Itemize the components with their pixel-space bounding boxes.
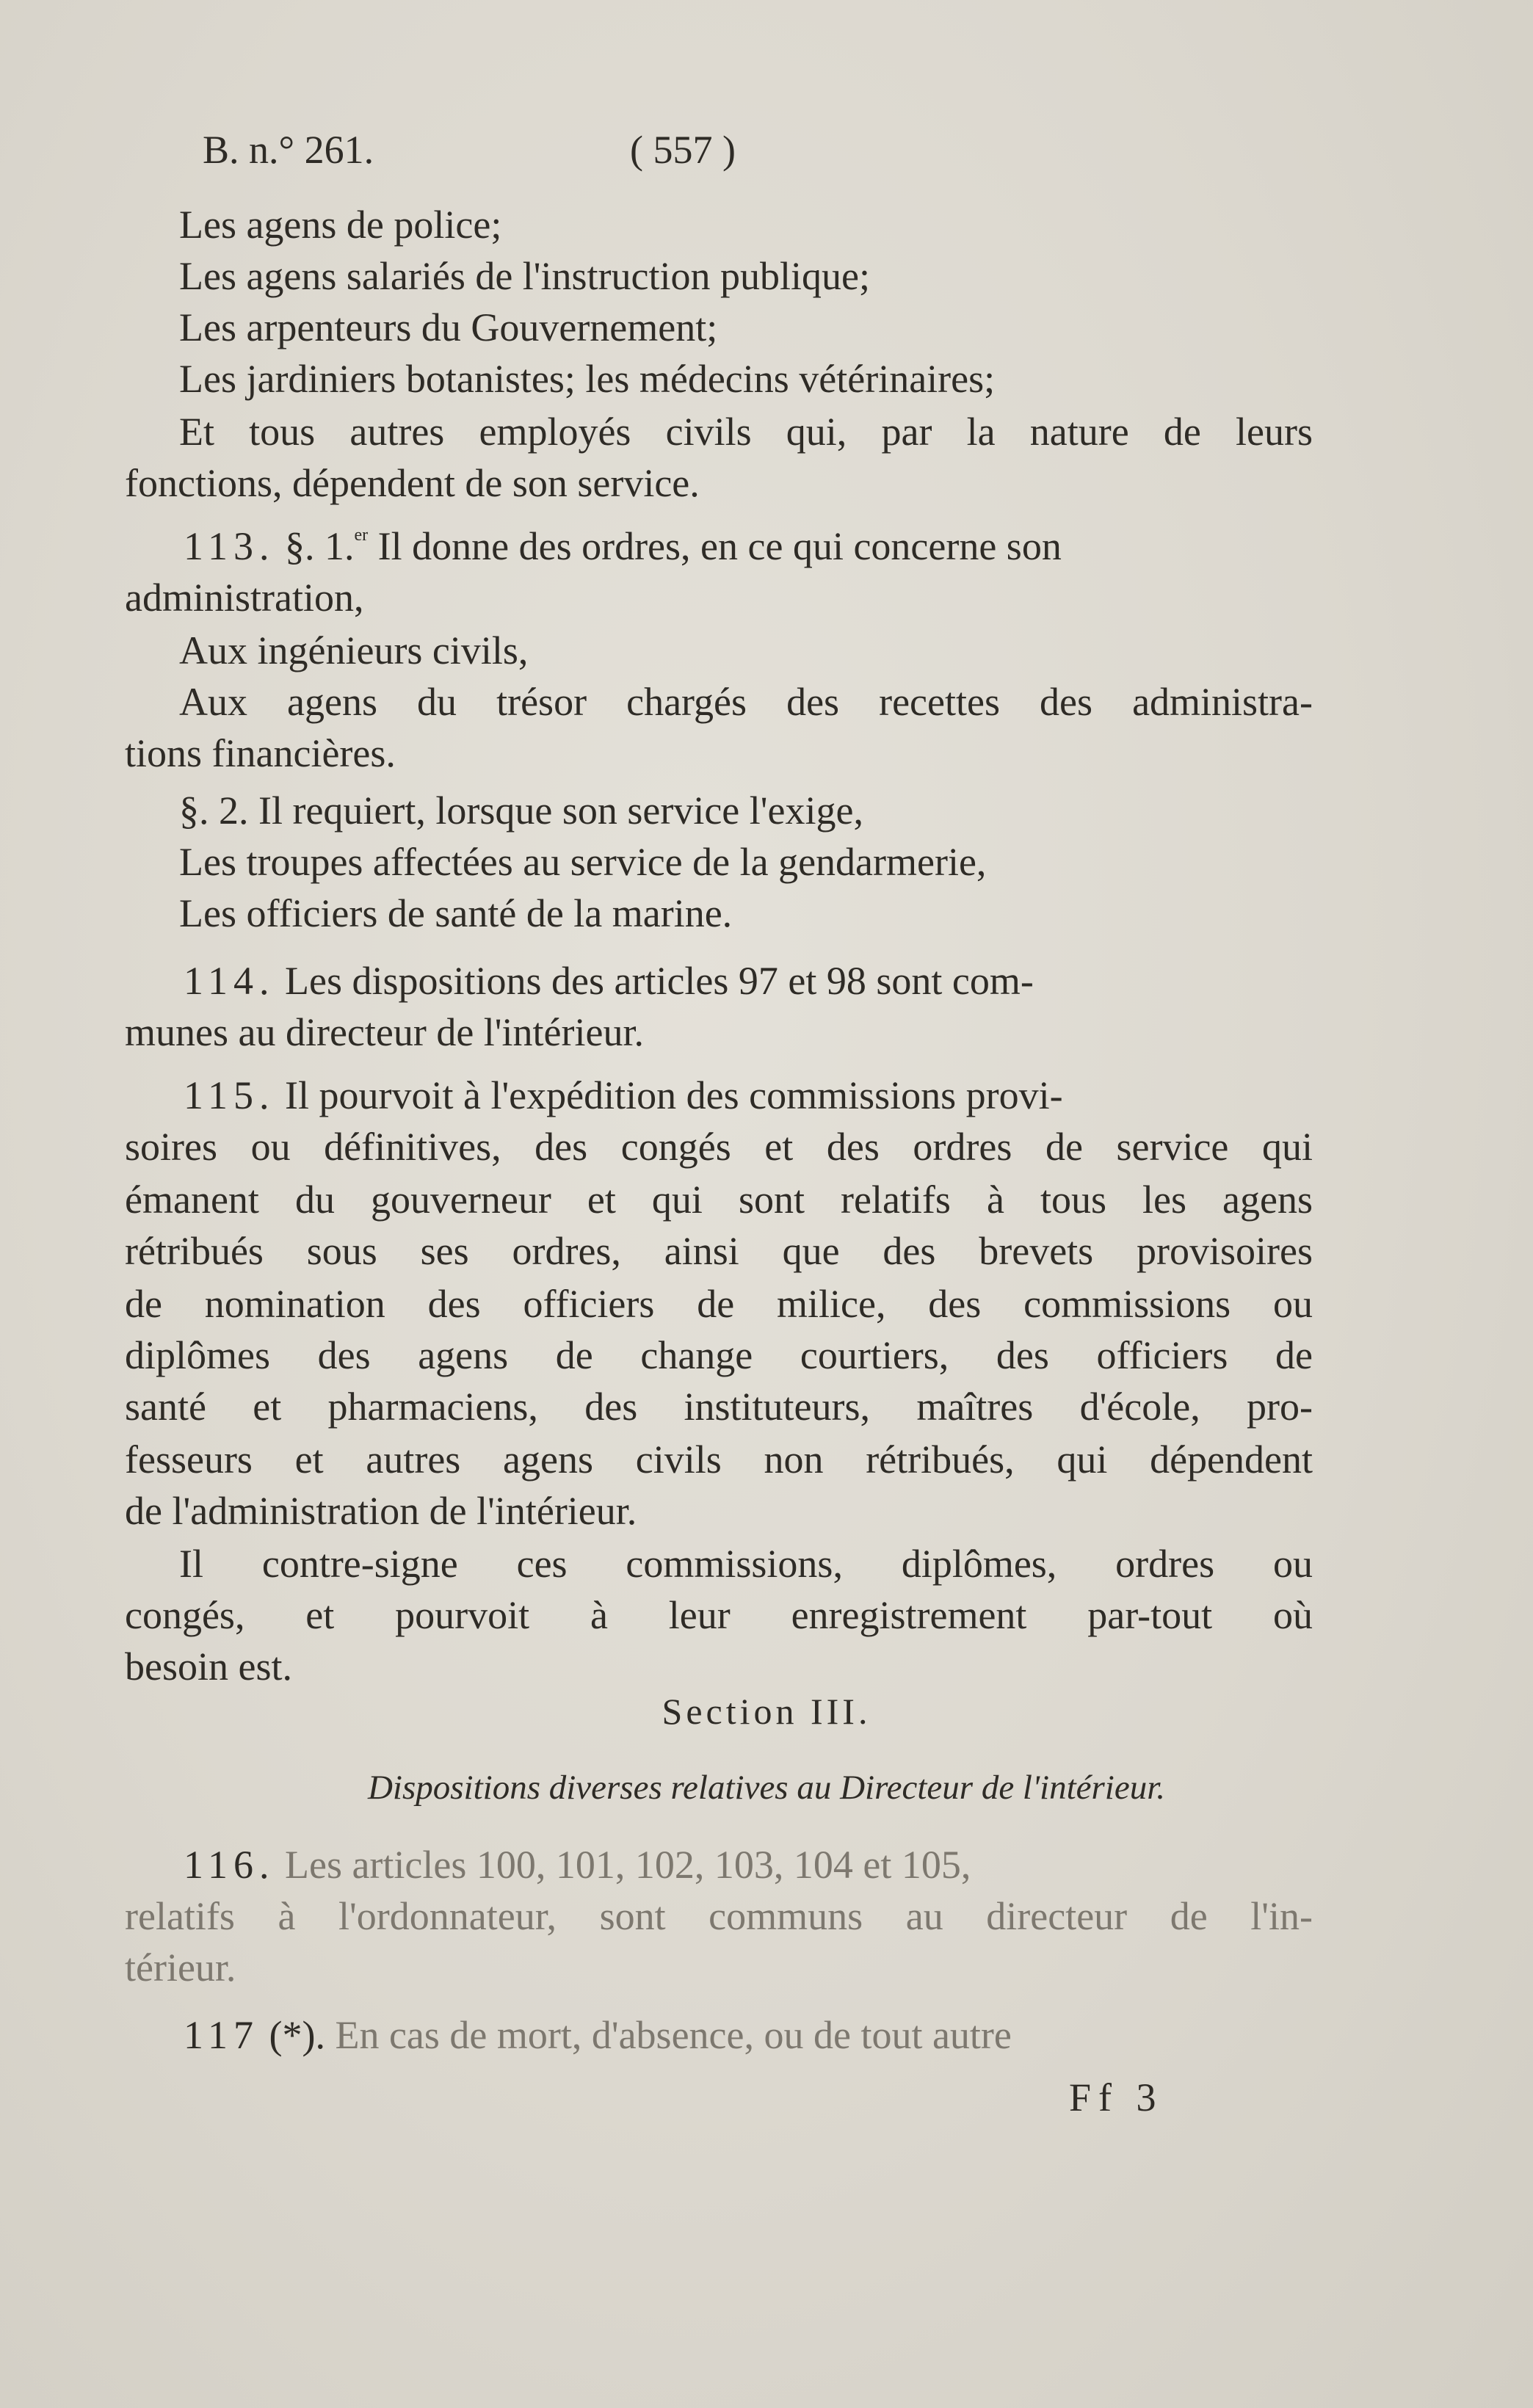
text-line: Aux agens du trésor chargés des recettes des administra- <box>179 680 1313 724</box>
article-number: 115. <box>184 1073 275 1117</box>
text-line: de l'administration de l'intérieur. <box>125 1489 637 1533</box>
article-114 <box>184 957 1313 1004</box>
article-113 <box>184 523 1313 570</box>
text-line: Les troupes affectées au service de la gendarmerie, <box>179 840 987 884</box>
text-line: Et tous autres employés civils qui, par la nature de leurs <box>179 410 1313 454</box>
article-text: En cas de mort, d'absence, ou de tout autre <box>335 2013 1012 2057</box>
superscript: er <box>354 526 369 545</box>
paragraph-mark: §. 1. <box>285 524 355 568</box>
text-line: Les agens de police; <box>179 203 502 247</box>
text-line: de nomination des officiers de milice, des commissions ou <box>125 1282 1313 1326</box>
page-number: ( 557 ) <box>630 128 736 172</box>
article-text: Il pourvoit à l'expédition des commissions provi- <box>285 1073 1063 1117</box>
signature-mark: Ff 3 <box>1069 2075 1164 2119</box>
text-line: tions financières. <box>125 731 396 775</box>
article-117 <box>184 2012 1313 2059</box>
text-line: congés, et pourvoit à leur enregistrement par-tout où <box>125 1593 1313 1637</box>
text-line: fesseurs et autres agens civils non rétribués, qui dépendent <box>125 1437 1313 1482</box>
article-116 <box>184 1841 1313 1888</box>
article-number: 117 <box>184 2013 259 2057</box>
article-number: 113. <box>184 524 275 568</box>
article-text: Il donne des ordres, en ce qui concerne son <box>377 524 1062 568</box>
text-line: besoin est. <box>125 1644 292 1689</box>
text-line: Aux ingénieurs civils, <box>179 628 529 672</box>
text-line: munes au directeur de l'intérieur. <box>125 1010 644 1054</box>
text-line: Les agens salariés de l'instruction publique; <box>179 254 870 298</box>
text-line: §. 2. Il requiert, lorsque son service l'exige, <box>179 788 863 833</box>
article-text: Les dispositions des articles 97 et 98 sont com- <box>285 959 1034 1003</box>
text-line: santé et pharmaciens, des instituteurs, maîtres d'école, pro- <box>125 1385 1313 1429</box>
text-line: émanent du gouverneur et qui sont relatifs à tous les agens <box>125 1178 1313 1222</box>
text-line: soires ou définitives, des congés et des ordres de service qui <box>125 1125 1313 1169</box>
text-line: Il contre-signe ces commissions, diplômes, ordres ou <box>179 1542 1313 1586</box>
text-line: administration, <box>125 576 364 620</box>
text-line: Les arpenteurs du Gouvernement; <box>179 305 718 349</box>
footnote-mark: (*). <box>269 2013 325 2057</box>
text-line: fonctions, dépendent de son service. <box>125 461 700 505</box>
article-text: Les articles 100, 101, 102, 103, 104 et 105, <box>285 1843 971 1887</box>
article-number: 114. <box>184 959 275 1003</box>
article-115 <box>184 1072 1313 1119</box>
article-number: 116. <box>184 1843 275 1887</box>
text-line: térieur. <box>125 1945 236 1990</box>
section-subtitle: Dispositions diverses relatives au Directeur de l'intérieur. <box>367 1769 1166 1807</box>
section-title: Section III. <box>662 1691 871 1732</box>
text-line: diplômes des agens de change courtiers, des officiers de <box>125 1333 1313 1377</box>
text-line: Les officiers de santé de la marine. <box>179 891 733 935</box>
text-line: Les jardiniers botanistes; les médecins vétérinaires; <box>179 357 996 401</box>
text-line: relatifs à l'ordonnateur, sont communs au directeur de l'in- <box>125 1894 1313 1938</box>
bulletin-reference: B. n.° 261. <box>203 128 374 172</box>
text-line: rétribués sous ses ordres, ainsi que des brevets provisoires <box>125 1229 1313 1273</box>
